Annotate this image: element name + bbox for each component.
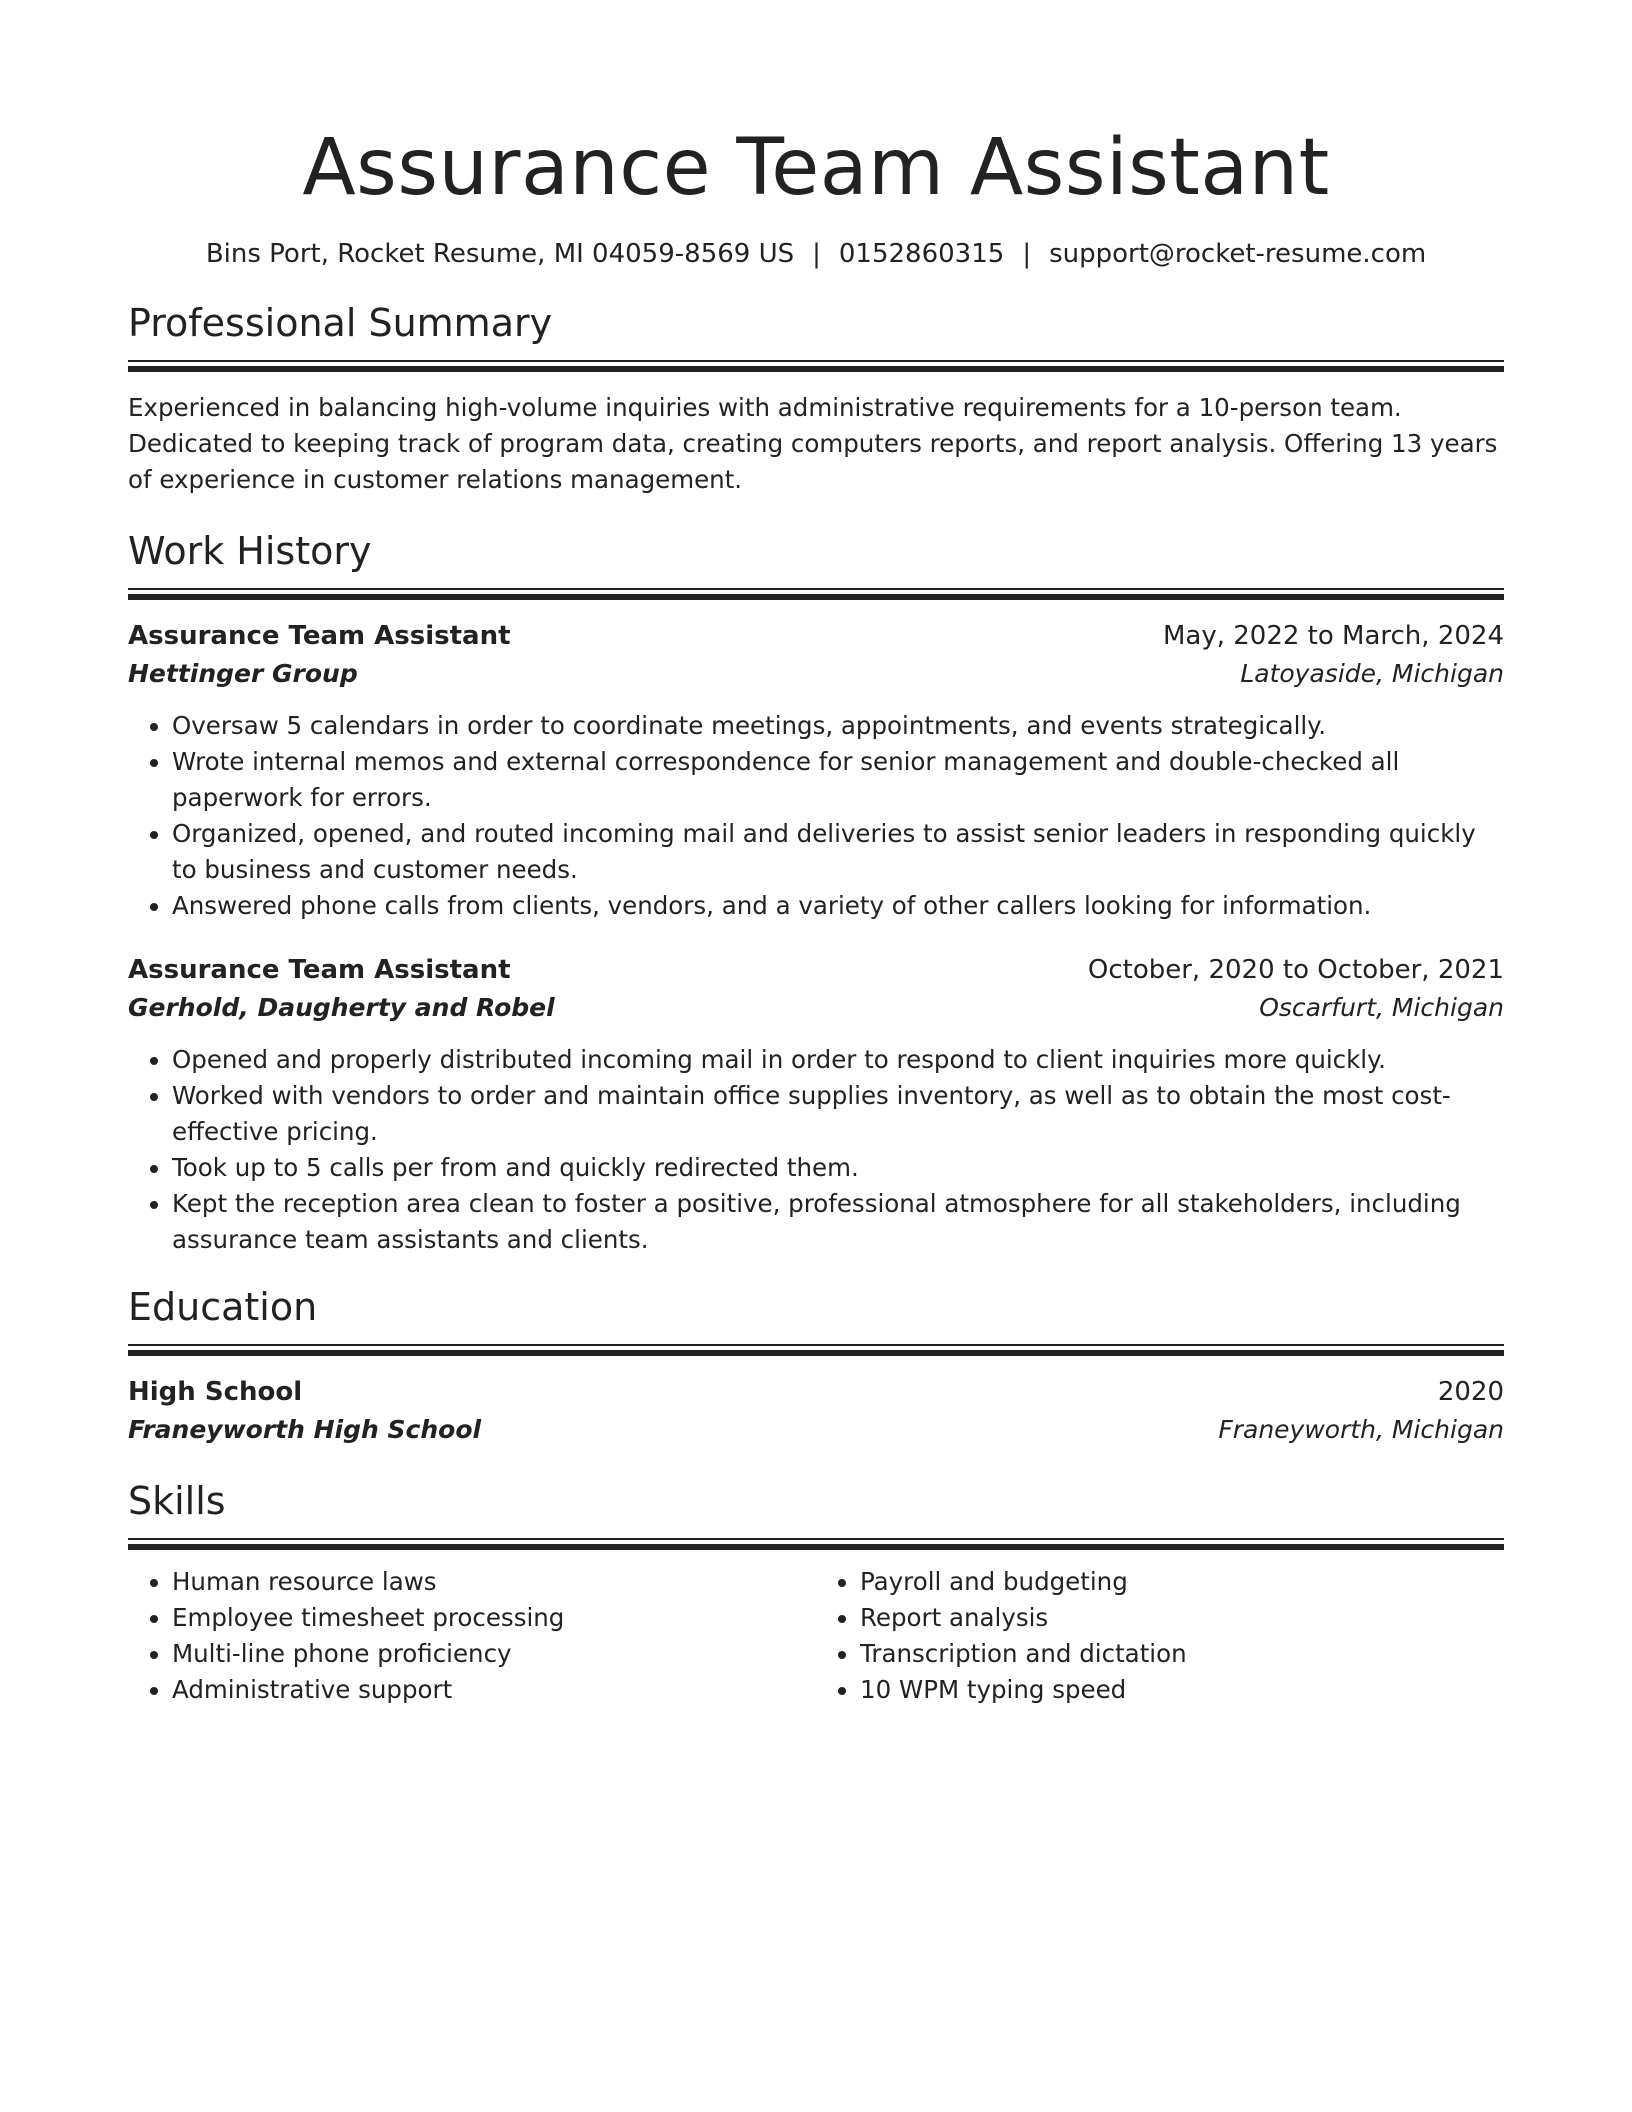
list-item: • Opened and properly distributed incoming mail in order to respond to client inquiries more quickly.	[172, 1042, 1504, 1078]
list-item: • Multi-line phone proficiency	[172, 1636, 816, 1672]
contact-separator: |	[1022, 239, 1032, 269]
skills-section	[128, 1476, 1504, 1708]
work-title: Work History	[128, 529, 372, 573]
skills-grid	[128, 1564, 1504, 1708]
education-school-row	[128, 1410, 1504, 1450]
contact-address: Bins Port, Rocket Resume, MI 04059-8569 US	[205, 239, 795, 269]
education-section	[128, 1282, 1504, 1450]
resume-name: Assurance Team Assistant	[302, 123, 1330, 213]
list-item: • Employee timesheet processing	[172, 1600, 816, 1636]
job-bullets	[128, 708, 1504, 924]
list-item: • Took up to 5 calls per from and quickly redirected them.	[172, 1150, 1504, 1186]
list-item: • Wrote internal memos and external correspondence for senior management and double-checked all paperwork for errors.	[172, 744, 1504, 816]
list-item: • Report analysis	[860, 1600, 1504, 1636]
skills-title: Skills	[128, 1479, 226, 1523]
contact-line	[128, 236, 1504, 272]
job-company: Hettinger Group	[128, 659, 358, 688]
job-header-row	[128, 618, 1504, 654]
job-dates: May, 2022 to March, 2024	[1162, 621, 1504, 651]
section-divider	[128, 360, 1504, 370]
education-year: 2020	[1437, 1377, 1504, 1407]
education-title: Education	[128, 1285, 318, 1329]
list-item: • Transcription and dictation	[860, 1636, 1504, 1672]
job-company: Gerhold, Daugherty and Robel	[128, 993, 555, 1022]
skills-column-left	[128, 1564, 816, 1708]
contact-separator: |	[812, 239, 821, 269]
job-entry	[128, 952, 1504, 1258]
list-item: • Answered phone calls from clients, vendors, and a variety of other callers looking for information.	[172, 888, 1504, 924]
job-title: Assurance Team Assistant	[128, 621, 511, 651]
list-item: • Oversaw 5 calendars in order to coordinate meetings, appointments, and events strategically.	[172, 708, 1504, 744]
contact-phone: 0152860315	[838, 239, 1005, 269]
summary-section	[128, 298, 1504, 498]
education-entry	[128, 1374, 1504, 1450]
job-location: Oscarfurt, Michigan	[1259, 993, 1504, 1022]
education-location: Franeyworth, Michigan	[1218, 1415, 1504, 1444]
section-divider	[128, 1538, 1504, 1548]
contact-email: support@rocket-resume.com	[1049, 239, 1427, 269]
job-location: Latoyaside, Michigan	[1240, 659, 1504, 688]
job-company-row	[128, 654, 1504, 694]
education-school: Franeyworth High School	[128, 1415, 482, 1444]
job-title: Assurance Team Assistant	[128, 955, 511, 985]
section-divider	[128, 1344, 1504, 1354]
education-degree: High School	[128, 1377, 303, 1407]
list-item: • Organized, opened, and routed incoming mail and deliveries to assist senior leaders in responding quickly to business and customer needs.	[172, 816, 1504, 888]
job-company-row	[128, 988, 1504, 1028]
skills-column-right	[816, 1564, 1504, 1708]
summary-text: Experienced in balancing high-volume inquiries with administrative requirements for a 10-person team. Dedicated to keeping track of program data, creating computers reports, and report analysis. Offering 13 years of experience in customer relations management.	[128, 393, 1498, 494]
list-item: • Administrative support	[172, 1672, 816, 1708]
job-header-row	[128, 952, 1504, 988]
section-divider	[128, 588, 1504, 598]
list-item: • 10 WPM typing speed	[860, 1672, 1504, 1708]
list-item: • Payroll and budgeting	[860, 1564, 1504, 1600]
work-section	[128, 526, 1504, 1258]
list-item: • Kept the reception area clean to foster a positive, professional atmosphere for all stakeholders, including assurance team assistants and clients.	[172, 1186, 1504, 1258]
list-item: • Human resource laws	[172, 1564, 816, 1600]
job-entry	[128, 618, 1504, 924]
job-dates: October, 2020 to October, 2021	[1087, 955, 1504, 985]
list-item: • Worked with vendors to order and maintain office supplies inventory, as well as to obtain the most cost-effective pricing.	[172, 1078, 1504, 1150]
summary-title: Professional Summary	[128, 301, 553, 345]
job-bullets	[128, 1042, 1504, 1258]
education-header-row	[128, 1374, 1504, 1410]
